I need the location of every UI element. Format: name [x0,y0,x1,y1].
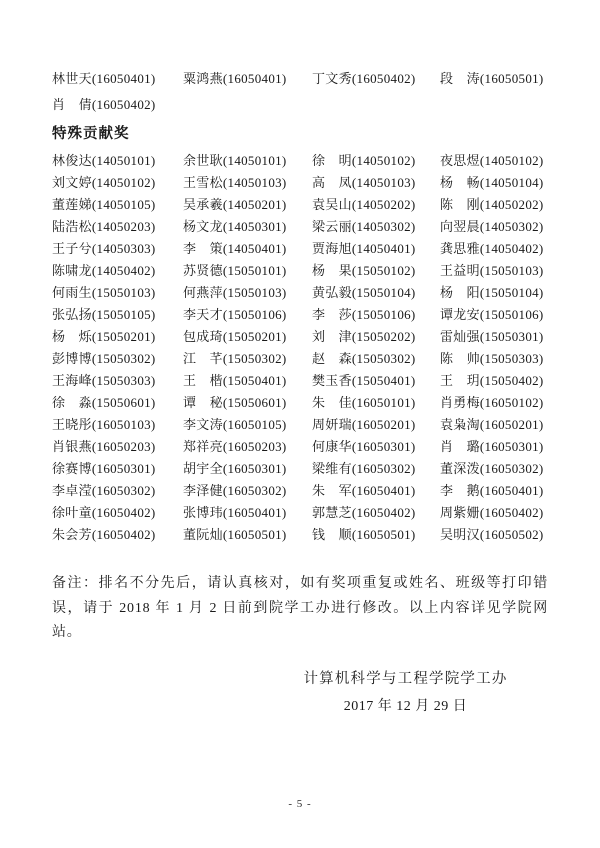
award-entry: 王 楷(15050401) [183,373,287,388]
award-entry: 林世天(16050401) [52,71,156,86]
signature-organization: 计算机科学与工程学院学工办 [303,670,508,687]
award-entry: 李天才(15050106) [183,307,287,322]
award-entry: 何康华(16050301) [312,439,416,454]
award-entry: 张弘扬(15050105) [52,307,156,322]
award-entry: 林俊达(14050101) [52,153,156,168]
award-entry: 向翌晨(14050302) [440,219,544,234]
award-entry: 王雪松(14050103) [183,175,287,190]
award-entry: 陆浩松(14050203) [52,219,156,234]
award-entry: 胡宇全(16050301) [183,461,287,476]
award-entry: 李卓滢(16050302) [52,483,156,498]
note-paragraph: 备注：排名不分先后，请认真核对，如有奖项重复或姓名、班级等打印错误，请于 2018 年 1 月 2 日前到院学工办进行修改。以上内容详见学院网站。 [52,576,548,640]
award-entry: 包成琦(15050201) [183,329,287,344]
award-entry: 王 玥(15050402) [440,373,544,388]
award-entry: 高 凤(14050103) [312,175,416,190]
award-entry: 江 芊(15050302) [183,351,287,366]
previous-award-list-continuation [52,66,548,118]
award-entry: 周妍瑞(16050201) [312,417,416,432]
special-contribution-award-list [52,150,548,546]
award-entry: 吴承羲(14050201) [183,197,287,212]
award-entry: 董阮灿(16050501) [183,527,287,542]
award-entry: 杨 阳(15050104) [440,285,544,300]
award-entry: 肖银燕(16050203) [52,439,156,454]
award-entry: 梁云丽(14050302) [312,219,416,234]
award-entry: 谭 秘(15050601) [183,395,287,410]
award-entry: 李文涛(16050105) [183,417,287,432]
award-entry: 王晓彤(16050103) [52,417,156,432]
award-entry: 何雨生(15050103) [52,285,156,300]
award-entry: 王海峰(15050303) [52,373,156,388]
award-entry: 段 涛(16050501) [440,71,544,86]
award-entry: 粟鸿燕(16050401) [183,71,287,86]
award-entry: 谭龙安(15050106) [440,307,544,322]
award-entry: 朱 佳(16050101) [312,395,416,410]
award-entry: 丁文秀(16050402) [312,71,416,86]
award-entry: 朱 军(16050401) [312,483,416,498]
award-entry: 郑祥亮(16050203) [183,439,287,454]
award-entry: 李 策(14050401) [183,241,287,256]
section-heading-special-contribution-award: 特殊贡献奖 [52,126,130,142]
award-entry: 吴明汉(16050502) [440,527,544,542]
award-entry: 肖勇梅(16050102) [440,395,544,410]
award-entry: 苏贤德(15050101) [183,263,287,278]
award-entry: 何燕萍(15050103) [183,285,287,300]
award-entry: 李 莎(15050106) [312,307,416,322]
award-entry: 徐 明(14050102) [312,153,416,168]
award-entry: 陈啸龙(14050402) [52,263,156,278]
award-entry: 陈 帅(15050303) [440,351,544,366]
award-entry: 王益明(15050103) [440,263,544,278]
award-entry: 肖 璐(16050301) [440,439,544,454]
award-entry: 龚思雅(14050402) [440,241,544,256]
award-entry: 樊玉香(15050401) [312,373,416,388]
award-entry: 肖 倩(16050402) [52,97,156,112]
award-entry: 刘 津(15050202) [312,329,416,344]
award-entry: 徐 淼(15050601) [52,395,156,410]
award-entry: 袁吴山(14050202) [312,197,416,212]
award-entry: 赵 森(15050302) [312,351,416,366]
award-entry: 张博玮(16050401) [183,505,287,520]
award-entry: 刘文婷(14050102) [52,175,156,190]
award-entry: 王子兮(14050303) [52,241,156,256]
award-entry: 郭慧芝(16050402) [312,505,416,520]
award-entry: 钱 顺(16050501) [312,527,416,542]
award-entry: 陈 刚(14050202) [440,197,544,212]
award-entry: 徐叶童(16050402) [52,505,156,520]
award-entry: 周紫姗(16050402) [440,505,544,520]
award-entry: 李泽健(16050302) [183,483,287,498]
award-entry: 袁枭淘(16050201) [440,417,544,432]
signature-date: 2017 年 12 月 29 日 [343,698,468,714]
award-entry: 董深泼(16050302) [440,461,544,476]
award-entry: 徐赛博(16050301) [52,461,156,476]
signature-block [263,666,548,720]
award-entry: 夜思煜(14050102) [440,153,544,168]
award-entry: 杨 烁(15050201) [52,329,156,344]
award-entry: 朱会芳(16050402) [52,527,156,542]
award-entry: 杨 畅(14050104) [440,175,544,190]
award-entry: 梁维有(16050302) [312,461,416,476]
award-entry: 杨文龙(14050301) [183,219,287,234]
page-number: - 5 - [288,798,312,810]
award-entry: 董莲娣(14050105) [52,197,156,212]
award-entry: 余世耿(14050101) [183,153,287,168]
award-entry: 彭博博(15050302) [52,351,156,366]
award-entry: 雷灿强(15050301) [440,329,544,344]
award-entry: 杨 果(15050102) [312,263,416,278]
award-entry: 李 鹅(16050401) [440,483,544,498]
award-entry: 黄弘毅(15050104) [312,285,416,300]
award-entry: 贾海旭(14050401) [312,241,416,256]
